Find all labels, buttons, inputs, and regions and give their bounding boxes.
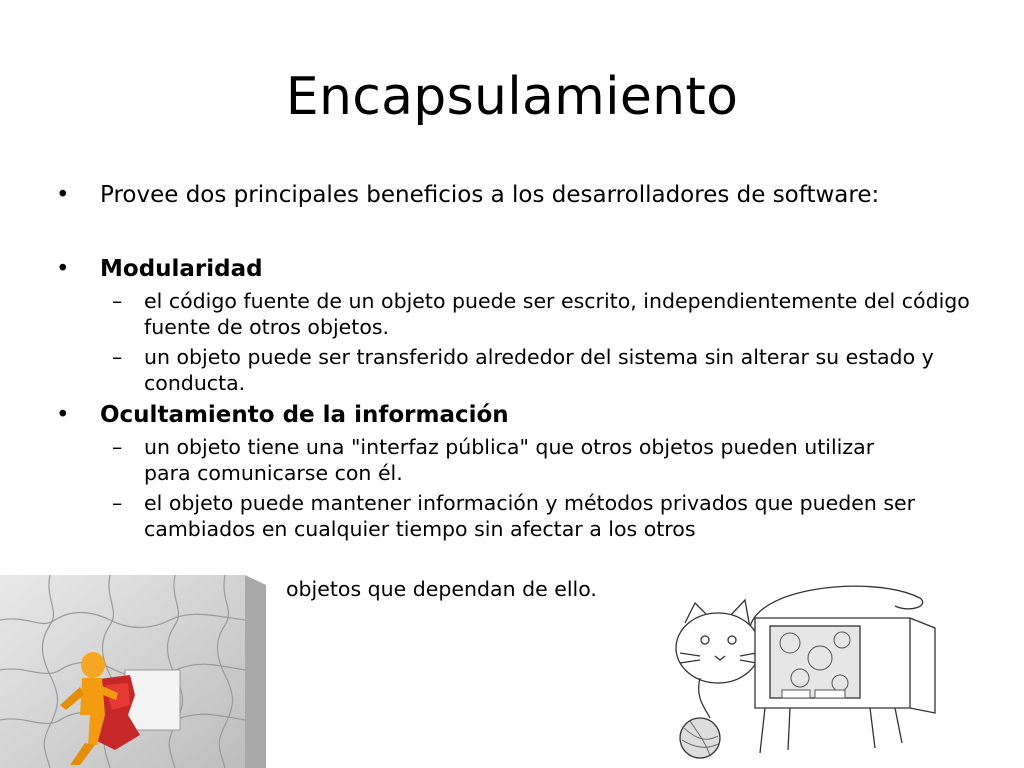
sub-item [56,288,974,340]
bullet-item-modularidad [56,254,986,284]
bullet-heading: Modularidad [100,256,263,282]
slide-title: Encapsulamiento [285,67,739,127]
dash-icon: – [112,435,123,459]
bullet-item-intro [56,180,986,210]
dash-icon: – [112,345,123,369]
cat-sketch-image [670,578,950,768]
sub-item-text: el código fuente de un objeto puede ser escrito, independientemente del código fuente de otros objetos. [144,289,970,339]
puzzle-figure-image [0,575,266,768]
dash-icon: – [112,491,123,515]
bullet-icon: • [56,402,70,428]
slide-content [56,180,986,542]
bullet-icon: • [56,182,70,208]
bullet-text: Provee dos principales beneficios a los desarrolladores de software: [100,182,880,208]
sub-item-text: un objeto tiene una "interfaz pública" que otros objetos pueden utilizar para comunicarse con él. [144,435,875,485]
sub-item [56,344,954,396]
sub-item-text: el objeto puede mantener información y métodos privados que pueden ser cambiados en cualquier tiempo sin afectar a los otros [144,491,916,541]
dash-icon: – [112,289,123,313]
bullet-item-ocultamiento [56,400,986,430]
bullet-icon: • [56,256,70,282]
sub-item [56,434,924,486]
bullet-heading: Ocultamiento de la información [100,402,509,428]
sub-item-text: un objeto puede ser transferido alrededor del sistema sin alterar su estado y conducta. [144,345,934,395]
sub-item-continuation: objetos que dependan de ello. [286,577,597,601]
sub-item [56,490,929,542]
